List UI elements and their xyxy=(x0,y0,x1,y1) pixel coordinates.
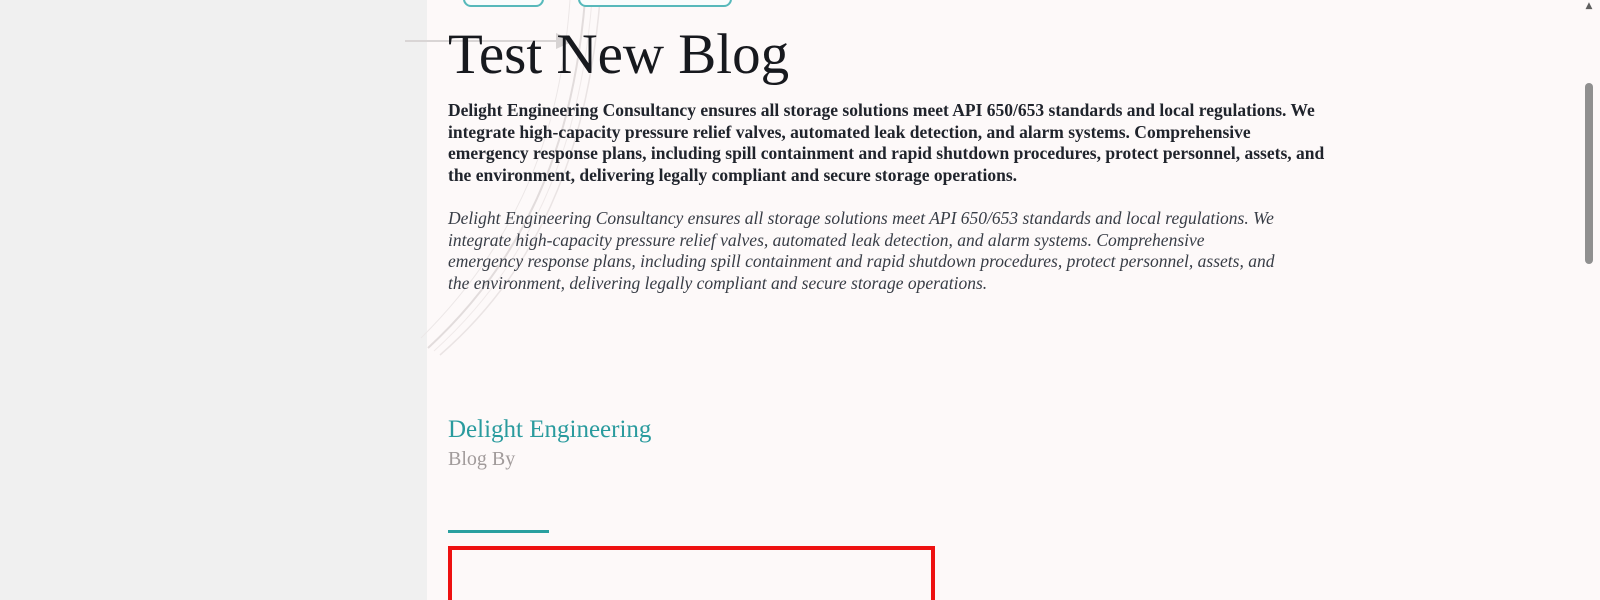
paragraph-line: emergency response plans, including spill containment and rapid shutdown procedures, protect personnel, assets, and xyxy=(448,143,1325,164)
paragraph-line: the environment, delivering legally compliant and secure storage operations. xyxy=(448,272,988,293)
paragraph-line: emergency response plans, including spill containment and rapid shutdown procedures, protect personnel, assets, and xyxy=(448,251,1275,272)
red-outline-box xyxy=(448,546,935,600)
tag-pill[interactable] xyxy=(578,0,732,7)
paragraph-line: integrate high-capacity pressure relief valves, automated leak detection, and alarm systems. Comprehensive xyxy=(448,229,1205,250)
paragraph-line: the environment, delivering legally compliant and secure storage operations. xyxy=(448,164,1018,185)
tag-pill[interactable] xyxy=(463,0,544,7)
paragraph-line: Delight Engineering Consultancy ensures all storage solutions meet API 650/653 standards and local regulations. We xyxy=(448,208,1274,228)
author-byline-label: Blog By xyxy=(448,448,516,470)
intro-paragraph-italic xyxy=(448,208,1488,294)
left-gutter-panel xyxy=(0,0,427,600)
intro-paragraph-bold xyxy=(448,100,1488,186)
paragraph-line: Delight Engineering Consultancy ensures all storage solutions meet API 650/653 standards and local regulations. We xyxy=(448,100,1315,120)
paragraph-line: integrate high-capacity pressure relief valves, automated leak detection, and alarm systems. Comprehensive xyxy=(448,121,1251,142)
scrollbar-thumb[interactable] xyxy=(1585,83,1593,264)
author-link[interactable]: Delight Engineering xyxy=(448,416,652,443)
scrollbar-up-button[interactable] xyxy=(1581,0,1597,14)
up-arrow-icon: ▲ xyxy=(1585,1,1593,11)
section-divider xyxy=(448,530,549,533)
page-title: Test New Blog xyxy=(448,23,790,86)
